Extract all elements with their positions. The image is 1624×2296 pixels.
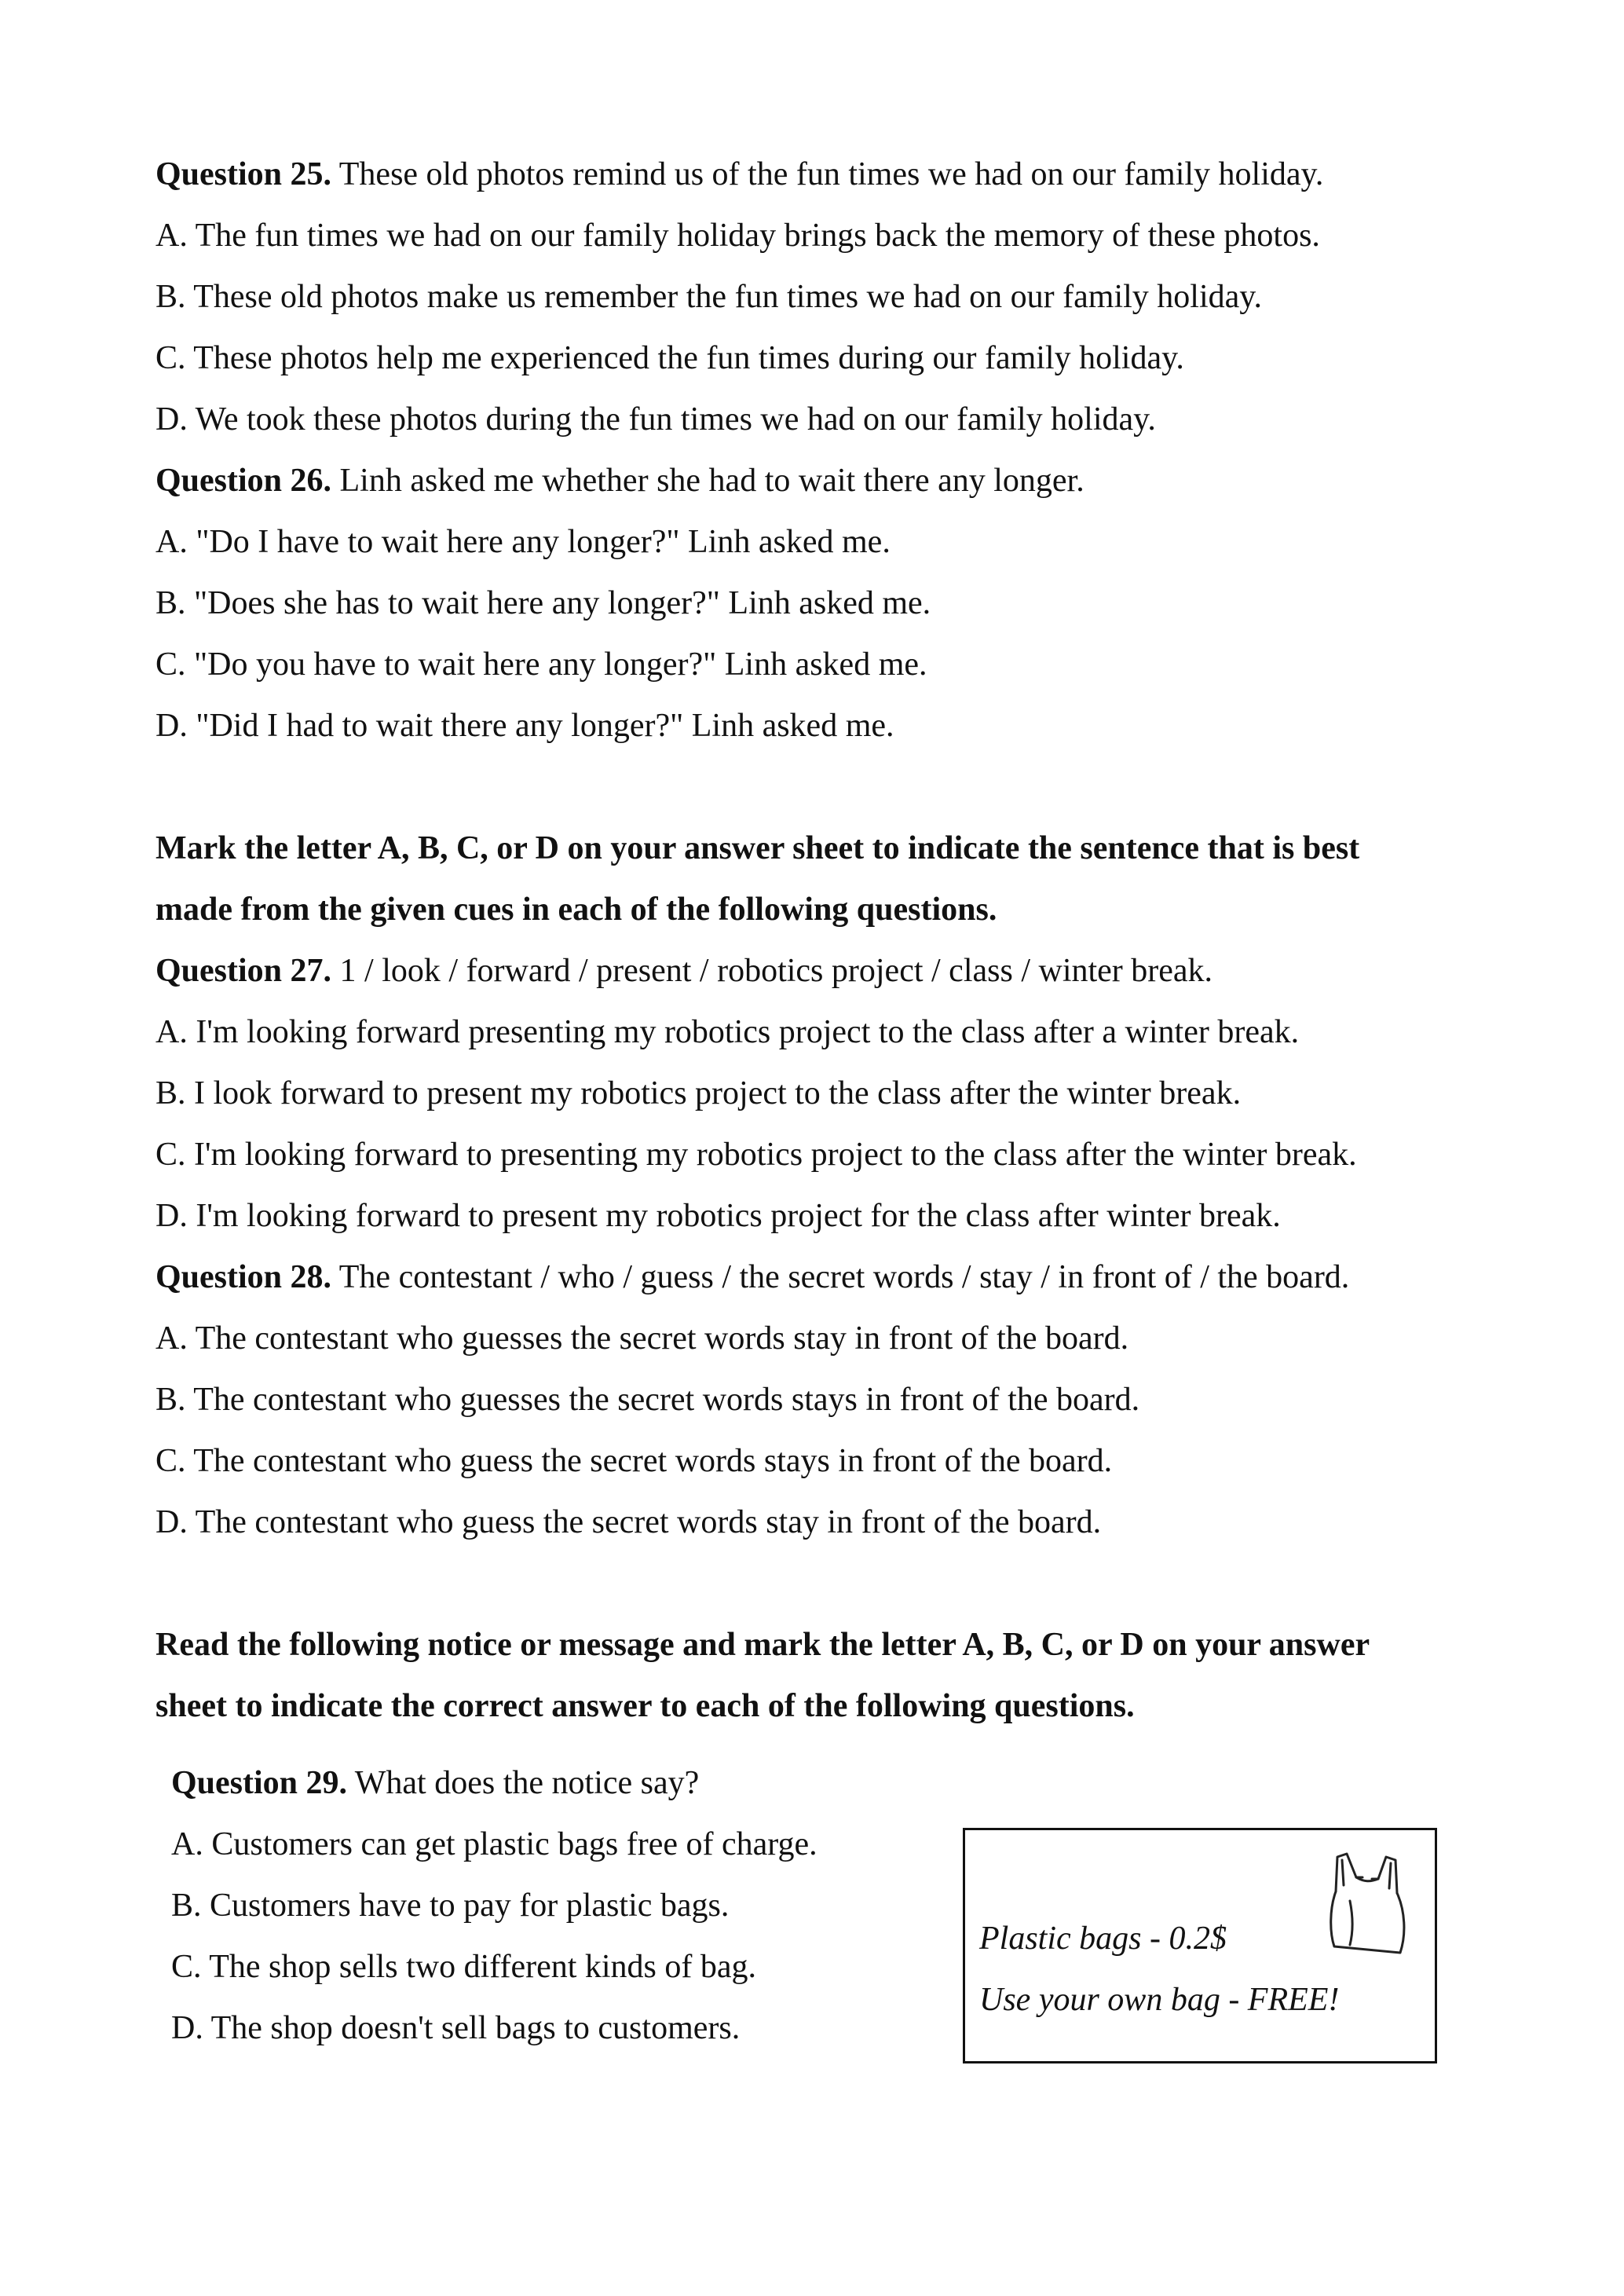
- question-26-option-d: D. "Did I had to wait there any longer?" Linh asked me.: [155, 708, 894, 744]
- plastic-bag-icon: [1319, 1846, 1421, 1964]
- question-29-option-a: A. Customers can get plastic bags free of charge.: [171, 1826, 817, 1862]
- question-text: What does the notice say?: [347, 1765, 700, 1801]
- question-text: The contestant / who / guess / the secret words / stay / in front of / the board.: [331, 1259, 1350, 1295]
- question-27-option-c: C. I'm looking forward to presenting my robotics project to the class after the winter break.: [155, 1137, 1357, 1173]
- question-26-option-c: C. "Do you have to wait here any longer?" Linh asked me.: [155, 646, 927, 683]
- question-26-option-b: B. "Does she has to wait here any longer?" Linh asked me.: [155, 585, 931, 621]
- section-instruction-line-2: made from the given cues in each of the following questions.: [155, 892, 997, 928]
- question-text: Linh asked me whether she had to wait there any longer.: [331, 463, 1084, 499]
- question-number: Question 26.: [155, 463, 332, 499]
- question-26-option-a: A. "Do I have to wait here any longer?" Linh asked me.: [155, 524, 891, 560]
- question-number: Question 25.: [155, 156, 332, 192]
- question-29-option-d: D. The shop doesn't sell bags to customers.: [171, 2010, 741, 2046]
- section-instruction-line-1: Mark the letter A, B, C, or D on your answer sheet to indicate the sentence that is best: [155, 830, 1360, 866]
- section-instruction-line-1: Read the following notice or message and mark the letter A, B, C, or D on your answer: [155, 1627, 1370, 1663]
- question-28-stem: [155, 1257, 1349, 1298]
- question-29-option-b: B. Customers have to pay for plastic bags.: [171, 1888, 730, 1924]
- question-29-option-c: C. The shop sells two different kinds of bag.: [171, 1949, 757, 1985]
- question-25-option-a: A. The fun times we had on our family holiday brings back the memory of these photos.: [155, 218, 1320, 254]
- notice-line-1: Plastic bags - 0.2$: [979, 1921, 1227, 1957]
- question-number: Question 27.: [155, 953, 332, 989]
- question-26-stem: [155, 460, 1084, 501]
- question-25-option-c: C. These photos help me experienced the fun times during our family holiday.: [155, 340, 1184, 376]
- notice-box: [963, 1828, 1437, 2063]
- question-28-option-a: A. The contestant who guesses the secret words stay in front of the board.: [155, 1320, 1129, 1357]
- section-instruction-line-2: sheet to indicate the correct answer to each of the following questions.: [155, 1688, 1135, 1724]
- question-text: These old photos remind us of the fun times we had on our family holiday.: [331, 156, 1324, 192]
- question-28-option-b: B. The contestant who guesses the secret words stays in front of the board.: [155, 1382, 1140, 1418]
- question-25-option-d: D. We took these photos during the fun times we had on our family holiday.: [155, 401, 1156, 438]
- notice-line-2: Use your own bag - FREE!: [979, 1982, 1340, 2018]
- question-number: Question 29.: [171, 1765, 348, 1801]
- question-28-option-c: C. The contestant who guess the secret words stays in front of the board.: [155, 1443, 1113, 1479]
- question-25-stem: [155, 154, 1323, 195]
- question-27-option-d: D. I'm looking forward to present my robotics project for the class after winter break.: [155, 1198, 1281, 1234]
- question-29-stem: [171, 1763, 699, 1803]
- question-text: 1 / look / forward / present / robotics project / class / winter break.: [331, 953, 1213, 989]
- question-25-option-b: B. These old photos make us remember the fun times we had on our family holiday.: [155, 279, 1263, 315]
- question-number: Question 28.: [155, 1259, 332, 1295]
- question-27-option-a: A. I'm looking forward presenting my robotics project to the class after a winter break.: [155, 1014, 1300, 1050]
- question-28-option-d: D. The contestant who guess the secret words stay in front of the board.: [155, 1504, 1102, 1540]
- question-27-option-b: B. I look forward to present my robotics project to the class after the winter break.: [155, 1075, 1242, 1111]
- question-27-stem: [155, 950, 1213, 991]
